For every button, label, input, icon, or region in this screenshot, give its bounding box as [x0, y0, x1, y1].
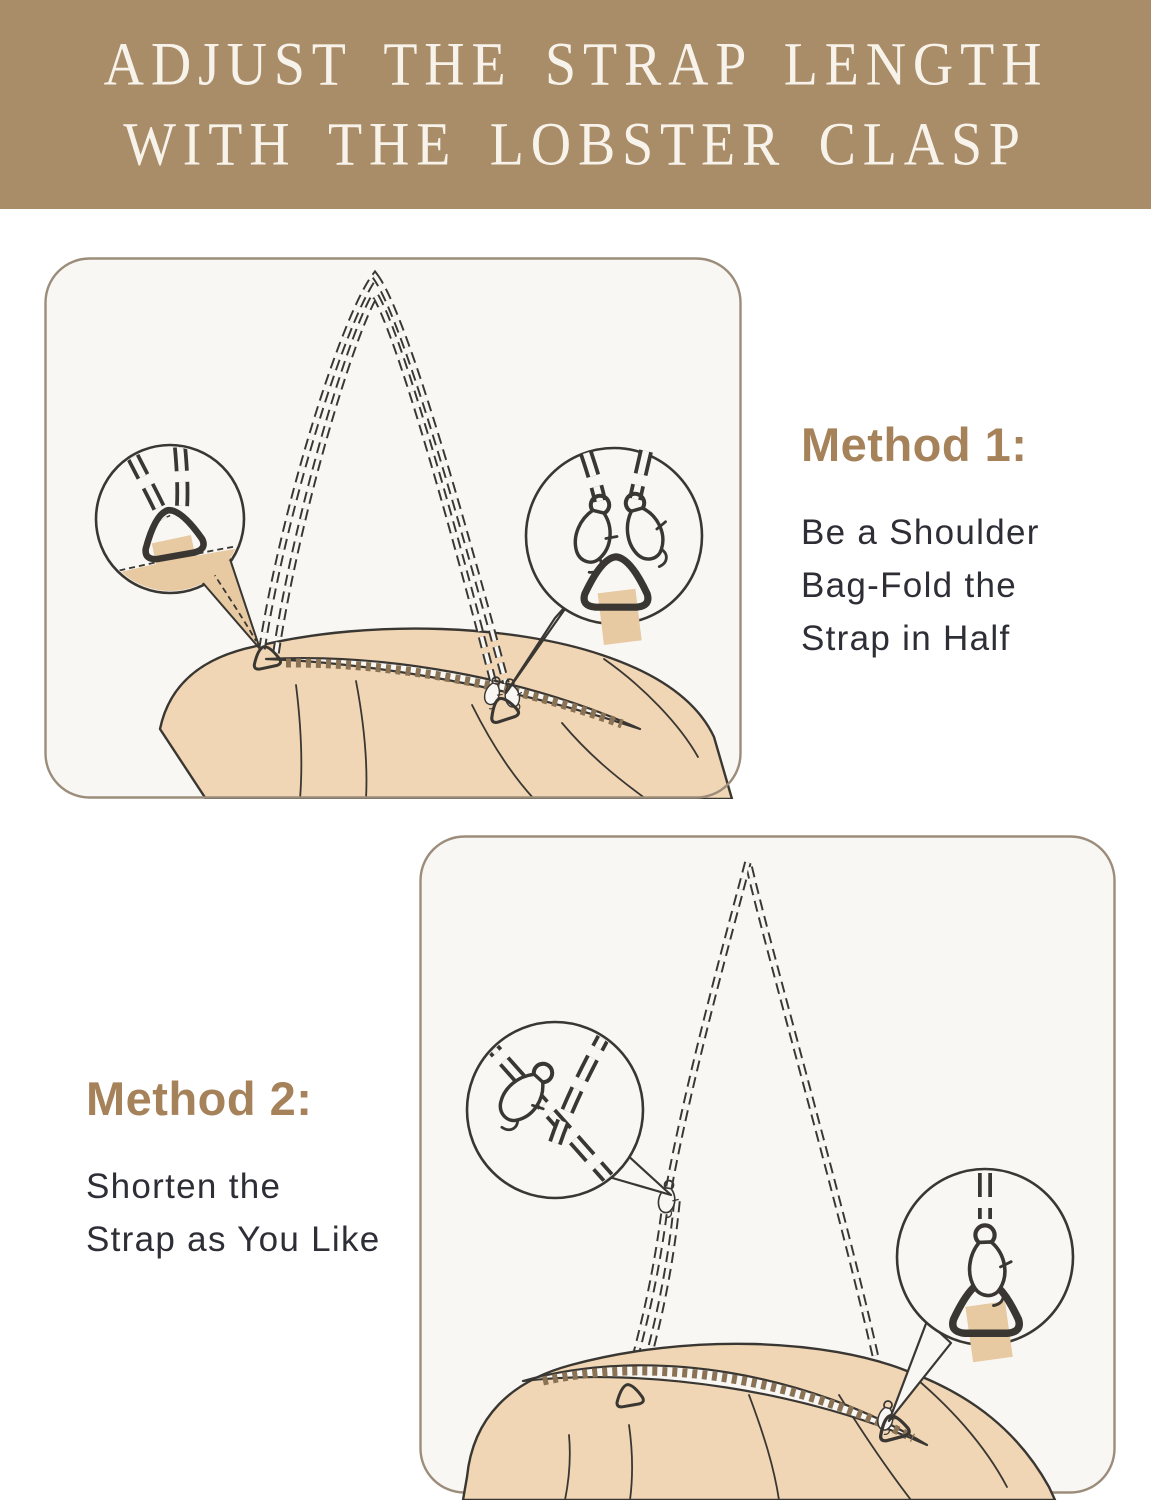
header-banner	[0, 0, 1151, 209]
method-2-line: Strap as You Like	[86, 1220, 381, 1259]
method-1-block	[801, 417, 1131, 665]
bottom-panel-illustration	[419, 835, 1116, 1500]
method-1-heading: Method 1:	[801, 418, 1028, 471]
method-2-heading: Method 2:	[86, 1072, 313, 1125]
method-1-line: Strap in Half	[801, 619, 1011, 658]
header-title-line1: ADJUST THE STRAP LENGTH	[103, 29, 1048, 98]
header-title-line2: WITH THE LOBSTER CLASP	[123, 109, 1028, 178]
method-2-block	[86, 1071, 426, 1266]
method-1-line: Bag-Fold the	[801, 566, 1017, 605]
method-2-line: Shorten the	[86, 1167, 282, 1206]
top-panel-illustration	[44, 257, 742, 799]
method-1-line: Be a Shoulder	[801, 513, 1040, 552]
